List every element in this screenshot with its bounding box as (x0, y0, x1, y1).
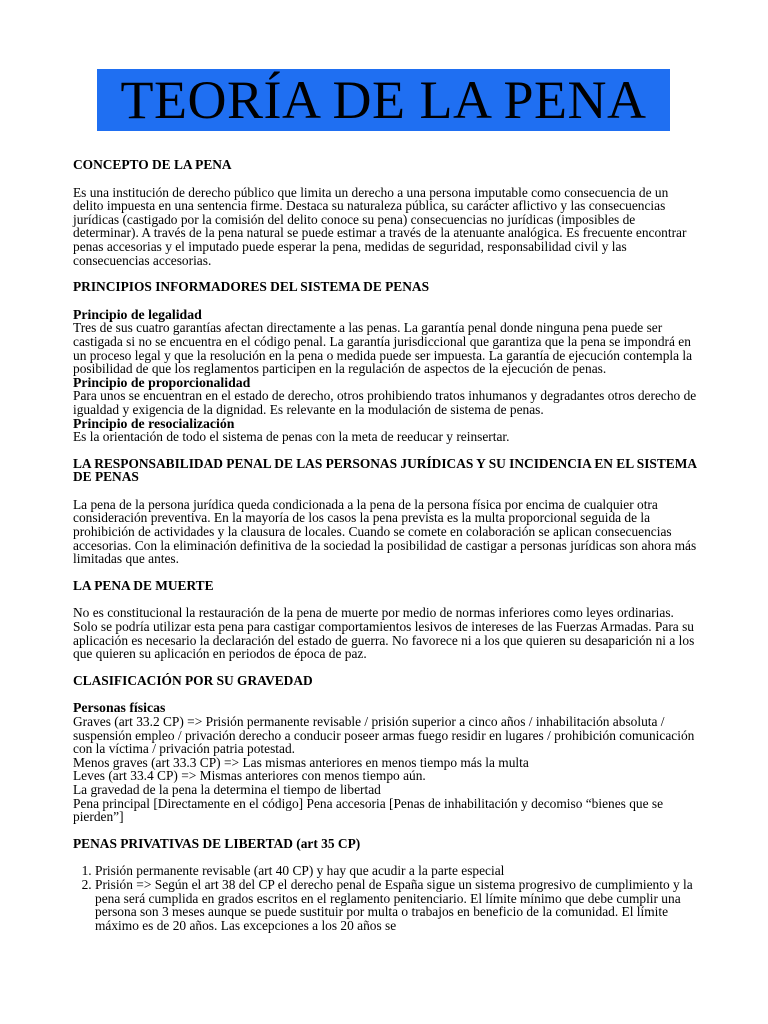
principios-block (73, 308, 698, 444)
document-title: TEORÍA DE LA PENA (97, 69, 670, 131)
paragraph-proporcionalidad: Para unos se encuentran en el estado de derecho, otros prohibiendo tratos inhumanos y degradantes otros derecho de igualdad y exigencia de la dignidad. Es relevante en la modulación de sistema de penas. (73, 388, 697, 417)
list-item: 2. Prisión => Según el art 38 del CP el derecho penal de España sigue un sistema progresivo de cumplimiento y la pena será cumplida en grados escritos en el reglamento penitenciario. El límite mínimo que debe cumplir una persona son 3 meses aunque se puede sustituir por multa o trabajos en beneficio de la comunidad. El límite máximo es de 20 años. Las excepciones a los 20 años se (95, 878, 698, 932)
paragraph-legalidad: Tres de sus cuatro garantías afectan directamente a las penas. La garantía penal donde ninguna pena puede ser castigada si no se encuentra en el código penal. La garantía jurisdiccional que garantiza que la pena se impondrá en un proceso legal y que la resolución en la pena o medida puede ser impuesta. La garantía de ejecución contempla la posibilidad de que los reglamentos participen en la regulación de aspectos de la ejecución de penas. (73, 320, 693, 377)
paragraph-personas-juridicas: La pena de la persona jurídica queda condicionada a la pena de la persona física por encima de cualquier otra consideración preventiva. En la mayoría de los casos la pena prevista es la multa proporcional seguida de la prohibición de actividades y la clausura de locales. Cuando se comete en colaboración se aplican consecuencias accesorias. Con la eliminación definitiva de la sociedad la posibilidad de castigar a personas jurídicas son ahora más limitadas que antes. (73, 496, 697, 567)
line-gravedad: La gravedad de la pena la determina el tiempo de libertad (73, 781, 381, 797)
line-leves: Leves (art 33.4 CP) => Mismas anteriores con menos tiempo aún. (73, 768, 426, 784)
section-heading-privativas: PENAS PRIVATIVAS DE LIBERTAD (art 35 CP) (73, 835, 361, 851)
subheading-legalidad: Principio de legalidad (73, 306, 202, 322)
paragraph-resocializacion: Es la orientación de todo el sistema de penas con la meta de reeducar y reinsertar. (73, 429, 510, 445)
line-menos-graves: Menos graves (art 33.3 CP) => Las mismas anteriores en menos tiempo más la multa (73, 754, 529, 770)
paragraph-concepto: Es una institución de derecho público que limita un derecho a una persona imputable como consecuencia de un delito impuesta en una sentencia firme. Destaca su naturaleza pública, su carácter aflictivo y las consecuencias jurídicas (castigado por la comisión del delito conoce su pena) consecuencias no jurídicas (imposibles de determinar). A través de la pena natural se puede estimar a través de la atenuante analógica. Es frecuente encontrar penas accesorias y el imputado puede esperar la pena, medidas de seguridad, responsabilidad civil y las consecuencias accesorias. (73, 184, 687, 268)
section-heading-principios: PRINCIPIOS INFORMADORES DEL SISTEMA DE PENAS (73, 279, 430, 295)
document-body (73, 158, 698, 932)
clasificacion-block (73, 701, 698, 823)
section-heading-pena-muerte: LA PENA DE MUERTE (73, 577, 214, 593)
privativas-list (73, 864, 698, 932)
subheading-proporcionalidad: Principio de proporcionalidad (73, 374, 251, 390)
section-heading-concepto: CONCEPTO DE LA PENA (73, 157, 232, 172)
line-graves: Graves (art 33.2 CP) => Prisión permanente revisable / prisión superior a cinco años / inhabilitación absoluta / suspensión empleo / privación derecho a conducir poseer armas fuego residir en lugares / prohibición comunicación con la víctima / privación patria potestad. (73, 714, 695, 757)
paragraph-pena-muerte: No es constitucional la restauración de la pena de muerte por medio de normas inferiores como leyes ordinarias. Solo se podría utilizar esta pena para castigar comportamientos lesivos de intereses de las Fuerzas Armadas. Para su aplicación es necesario la declaración del estado de guerra. No favorece ni a los que quieren su desaparición ni a los que quieren su aplicación en periodos de época de paz. (73, 605, 695, 662)
subheading-personas-fisicas: Personas físicas (73, 700, 166, 716)
section-heading-personas-juridicas: LA RESPONSABILIDAD PENAL DE LAS PERSONAS JURÍDICAS Y SU INCIDENCIA EN EL SISTEMA DE PENAS (73, 455, 697, 485)
section-heading-clasificacion: CLASIFICACIÓN POR SU GRAVEDAD (73, 672, 313, 688)
subheading-resocializacion: Principio de resocialización (73, 415, 235, 431)
list-item: 1. Prisión permanente revisable (art 40 CP) y hay que acudir a la parte especial (95, 864, 698, 878)
line-pena-principal: Pena principal [Directamente en el código] Pena accesoria [Penas de inhabilitación y decomiso “bienes que se pierden”] (73, 795, 664, 825)
